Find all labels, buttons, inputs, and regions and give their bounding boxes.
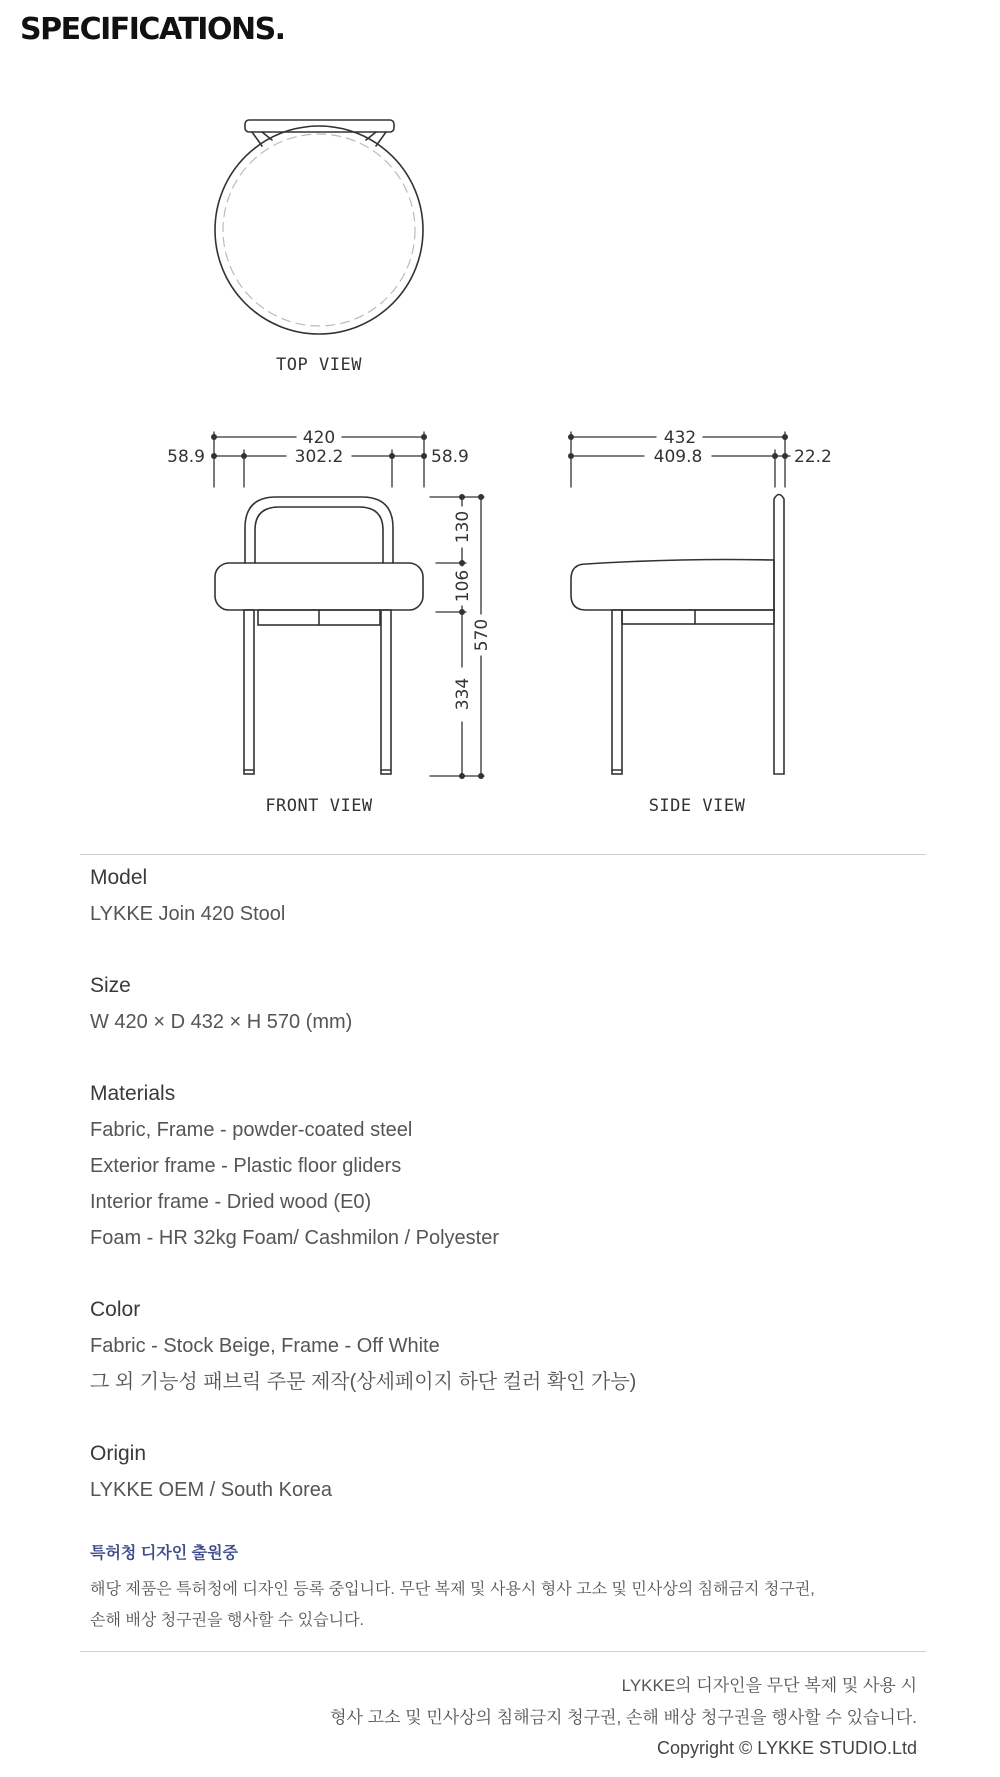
spec-value: Exterior frame - Plastic floor gliders	[90, 1155, 402, 1177]
top-divider	[80, 854, 926, 855]
spec-title: Color	[90, 1298, 141, 1321]
spec-title: Size	[90, 974, 131, 997]
spec-value: LYKKE OEM / South Korea	[90, 1479, 332, 1501]
spec-color	[90, 1292, 910, 1400]
spec-value: Foam - HR 32kg Foam/ Cashmilon / Polyester	[90, 1227, 500, 1249]
footer-text: LYKKE의 디자인을 무단 복제 및 사용 시	[621, 1676, 917, 1695]
spec-model	[90, 860, 910, 932]
side-back-thickness-label: 22.2	[794, 447, 832, 467]
technical-drawing	[0, 0, 1000, 840]
notice-text: 손해 배상 청구권을 행사할 수 있습니다.	[90, 1612, 364, 1629]
copyright-text: Copyright © LYKKE STUDIO.Ltd	[656, 1738, 917, 1758]
spec-materials	[90, 1076, 910, 1256]
spec-value: 그 외 기능성 패브릭 주문 제작(상세페이지 하단 컬러 확인 가능)	[90, 1371, 637, 1393]
spec-size	[90, 968, 910, 1040]
spec-origin	[90, 1436, 910, 1508]
spec-title: Materials	[90, 1082, 176, 1105]
spec-list	[90, 860, 910, 1544]
front-left-offset-label: 58.9	[167, 447, 205, 467]
top-view-label: TOP VIEW	[276, 355, 362, 375]
design-patent-notice	[90, 1542, 910, 1636]
side-overall-depth-label: 432	[663, 428, 697, 448]
spec-title: Origin	[90, 1442, 147, 1465]
front-inner-width-label: 302.2	[294, 447, 344, 467]
total-height-label: 570	[472, 618, 492, 652]
front-overall-width-label: 420	[302, 428, 336, 448]
front-right-offset-label: 58.9	[431, 447, 469, 467]
front-view-drawing	[215, 497, 423, 774]
top-view-drawing	[215, 120, 423, 334]
spec-value: Fabric - Stock Beige, Frame - Off White	[90, 1335, 440, 1357]
footer-text: 형사 고소 및 민사상의 침해금지 청구권, 손해 배상 청구권을 행사할 수 있습니다.	[330, 1707, 917, 1727]
notice-title: 특허청 디자인 출원중	[90, 1545, 238, 1562]
spec-value: W 420 × D 432 × H 570 (mm)	[90, 1011, 353, 1033]
spec-value: Fabric, Frame - powder-coated steel	[90, 1119, 413, 1141]
footer	[330, 1670, 917, 1765]
spec-value: LYKKE Join 420 Stool	[90, 903, 286, 925]
seat-height-label: 106	[453, 569, 473, 603]
backrest-height-label: 130	[453, 510, 473, 544]
notice-text: 해당 제품은 특허청에 디자인 등록 중입니다. 무단 복제 및 사용시 형사 고소 및 민사상의 침해금지 청구권,	[90, 1581, 815, 1598]
page-title: SPECIFICATIONS.	[20, 12, 285, 47]
bottom-divider	[80, 1651, 926, 1652]
front-view-label: FRONT VIEW	[265, 796, 373, 816]
spec-value: Interior frame - Dried wood (E0)	[90, 1191, 372, 1213]
side-inner-depth-label: 409.8	[653, 447, 703, 467]
leg-height-label: 334	[453, 677, 473, 711]
side-view-label: SIDE VIEW	[648, 796, 746, 816]
side-view-drawing	[571, 495, 784, 775]
spec-title: Model	[90, 866, 148, 889]
